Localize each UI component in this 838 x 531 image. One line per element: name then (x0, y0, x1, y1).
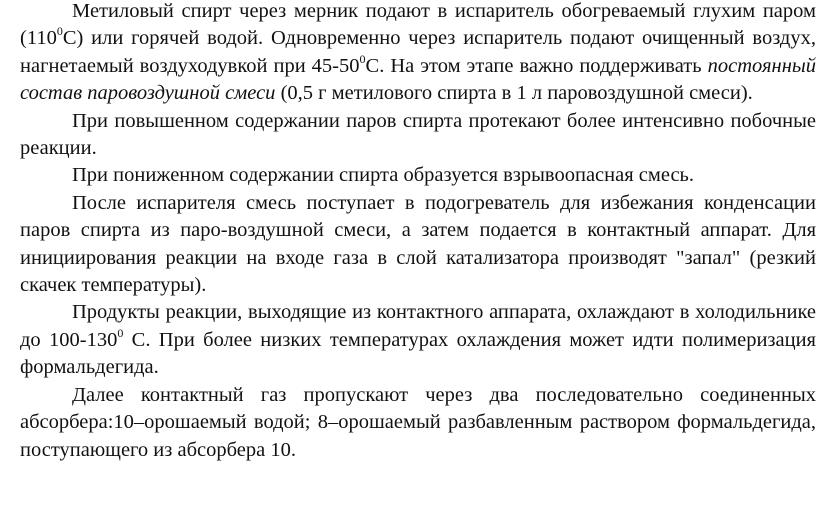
paragraph-reaction-products-cooling (20, 299, 816, 381)
text-segment: С. При более низких температурах охлаждения может идти полимеризация формальдегида. (20, 328, 816, 379)
text-segment: При пониженном содержании спирта образуется взрывоопасная смесь. (72, 164, 695, 187)
text-segment: После испарителя смесь поступает в подогреватель для избежания конденсации паров спирта из паро-воздушной смеси, а затем подается в контактный аппарат. Для инициирования реакции на входе газа в слой катализатора производят "запал" (резкий скачек температуры). (20, 191, 816, 297)
text-segment: Метиловый спирт через мерник подают в испаритель обогреваемый глухим паром (110 (20, 0, 816, 50)
emphasized-text: постоянный состав паровоздушной смеси (20, 54, 816, 105)
degree-superscript: 0 (359, 51, 366, 66)
degree-superscript: 0 (117, 325, 124, 340)
paragraph-low-alcohol-content (20, 162, 816, 189)
paragraph-absorbers (20, 382, 816, 464)
text-segment: Продукты реакции, выходящие из контактного аппарата, охлаждают в холодильнике до 100-130 (20, 301, 816, 351)
paragraph-methanol-evaporation (20, 0, 816, 108)
paragraph-preheater-contact-apparatus (20, 190, 816, 300)
text-segment: При повышенном содержании паров спирта протекают более интенсивно побочные реакции. (20, 109, 816, 160)
paragraph-high-alcohol-content (20, 108, 816, 163)
text-segment: Далее контактный газ пропускают через два последовательно соединенных абсорбера:10–орошаемый водой; 8–орошаемый разбавленным раствором формальдегида, поступающего из абсорбера 10. (20, 383, 816, 461)
text-segment: С) или горячей водой. Одновременно через испаритель подают очищенный воздух, нагнетаемый воздуходувкой при 45-50 (20, 27, 816, 77)
text-segment: С. На этом этапе важно поддерживать (365, 54, 708, 77)
degree-superscript: 0 (56, 24, 63, 39)
text-segment: (0,5 г метилового спирта в 1 л паровоздушной смеси). (275, 82, 753, 105)
